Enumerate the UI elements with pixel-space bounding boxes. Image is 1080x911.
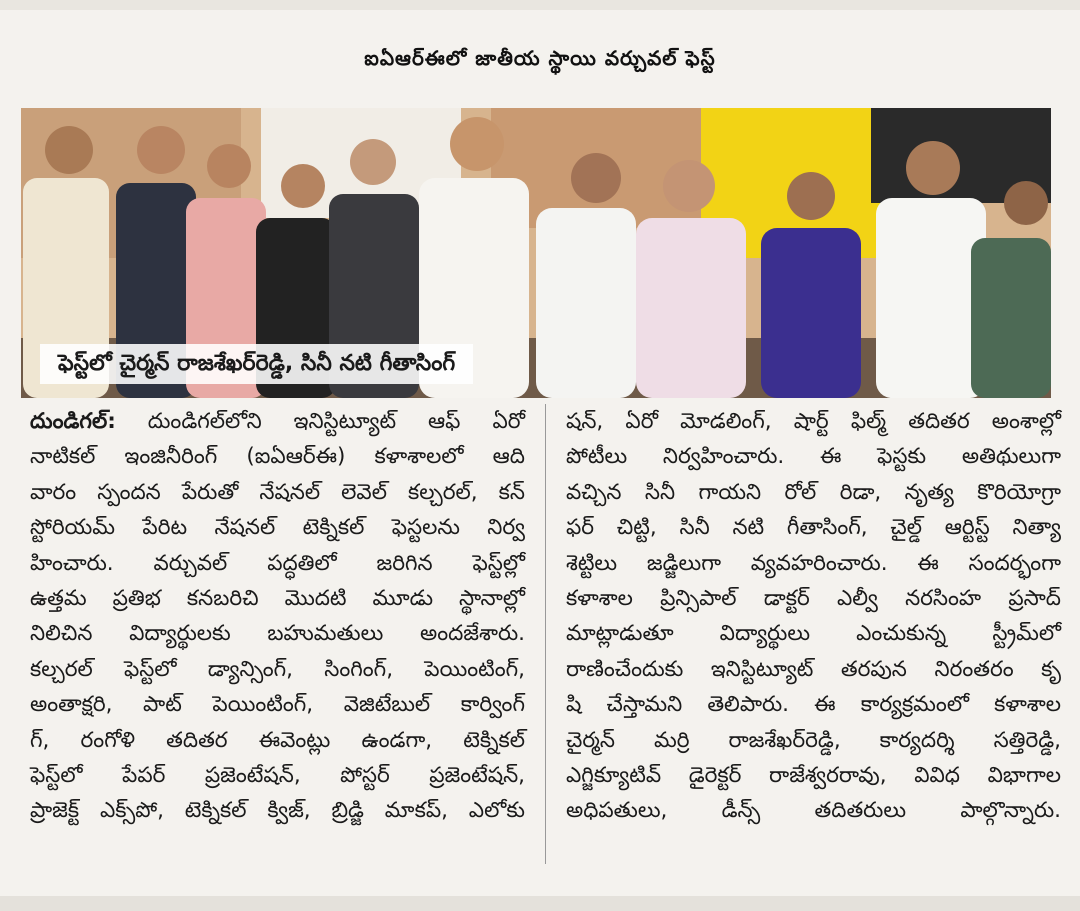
line-text: దుండిగల్‌లోని ఇనిస్టిట్యూట్ ఆఫ్ ఏరో: [147, 409, 525, 434]
article-line: నాటికల్ ఇంజినీరింగ్ (ఐఏఆర్ఈ) కళాశాలలో ఆది: [30, 444, 525, 470]
article-line: పోటీలు నిర్వహించారు. ఈ ఫెస్టకు అతిథులుగా: [566, 444, 1061, 470]
top-margin: [0, 0, 1080, 10]
article-line: షన్, ఏరో మోడలింగ్, షార్ట్ ఫిల్మ్ తదితర అంశాల్లో: [566, 409, 1061, 434]
article-line: [30, 404, 525, 439]
article-line: శెట్టిలు జడ్జిలుగా వ్యవహరించారు. ఈ సందర్భంగా: [566, 550, 1061, 576]
headline: ఐఏఆర్ఈలో జాతీయ స్థాయి వర్చువల్ ఫెస్ట్: [364, 46, 716, 70]
article-line: ఫెస్ట్‌లో పేపర్ ప్రజెంటేషన్, పోస్టర్ ప్రజెంటేషన్,: [30, 763, 525, 789]
article-line: హించారు. వర్చువల్ పద్ధతిలో జరిగిన ఫెస్ట్‌ల్లో: [30, 550, 525, 576]
dateline: దుండిగల్:: [30, 409, 116, 434]
article-column-left: [30, 404, 525, 829]
article-line: గ్, రంగోళి తదితర ఈవెంట్లు ఉండగా, టెక్నికల్: [30, 727, 525, 753]
article-line: అంతాక్షరి, పాట్ పెయింటింగ్, వెజిటేబుల్ కార్వింగ్: [30, 692, 525, 718]
article-line: ఫర్ చిట్టి, సినీ నటి గీతాసింగ్, చైల్డ్ ఆర్టిస్ట్ నిత్యా: [566, 515, 1061, 541]
article-line: మాట్లాడుతూ విద్యార్థులు ఎంచుకున్న స్ట్రీమ్‌లో: [566, 621, 1061, 647]
article-line: కళాశాల ప్రిన్సిపాల్ డాక్టర్ ఎల్వీ నరసింహ ప్రసాద్: [566, 586, 1061, 612]
article-line: నిలిచిన విద్యార్థులకు బహుమతులు అందజేశారు.: [30, 621, 525, 647]
article-line: రాణించేందుకు ఇనిస్టిట్యూట్ తరపున నిరంతరం కృ: [566, 656, 1061, 682]
article-line: షి చేస్తామని తెలిపారు. ఈ కార్యక్రమంలో కళాశాల: [566, 692, 1061, 718]
article-line: వచ్చిన సినీ గాయని రోల్ రిడా, నృత్య కొరియోగ్రా: [566, 479, 1061, 505]
article-line: వారం స్పందన పేరుతో నేషనల్ లెవెల్ కల్చరల్, కన్: [30, 479, 525, 505]
column-divider: [545, 404, 546, 864]
article-line: ఉత్తమ ప్రతిభ కనబరిచి మొదటి మూడు స్థానాల్లో: [30, 586, 525, 612]
article-line: స్టోరియమ్ పేరిట నేషనల్ టెక్నికల్ ఫెస్టలను నిర్వ: [30, 515, 525, 541]
article-line: చైర్మన్ మర్రి రాజశేఖర్‌రెడ్డి, కార్యదర్శి సత్తిరెడ్డి,: [566, 727, 1061, 753]
bottom-margin: [0, 896, 1080, 911]
photo-caption: ఫెస్ట్‌లో చైర్మన్ రాజశేఖర్‌రెడ్డి, సినీ నటి గీతాసింగ్: [40, 344, 473, 384]
article-line: కల్చరల్ ఫెస్ట్‌లో డ్యాన్సింగ్, సింగింగ్, పెయింటింగ్,: [30, 656, 525, 682]
article-line: ఎగ్జిక్యూటివ్ డైరెక్టర్ రాజేశ్వరరావు, వివిధ విభాగాల: [566, 763, 1061, 789]
article-line: ప్రాజెక్ట్ ఎక్స్‌పో, టెక్నికల్ క్విజ్, బ్రిడ్జి మాకప్, ఎలోకు: [30, 798, 525, 824]
article-line: అధిపతులు, డీన్స్ తదితరులు పాల్గొన్నారు.: [566, 798, 1061, 824]
article-column-right: [566, 404, 1061, 829]
